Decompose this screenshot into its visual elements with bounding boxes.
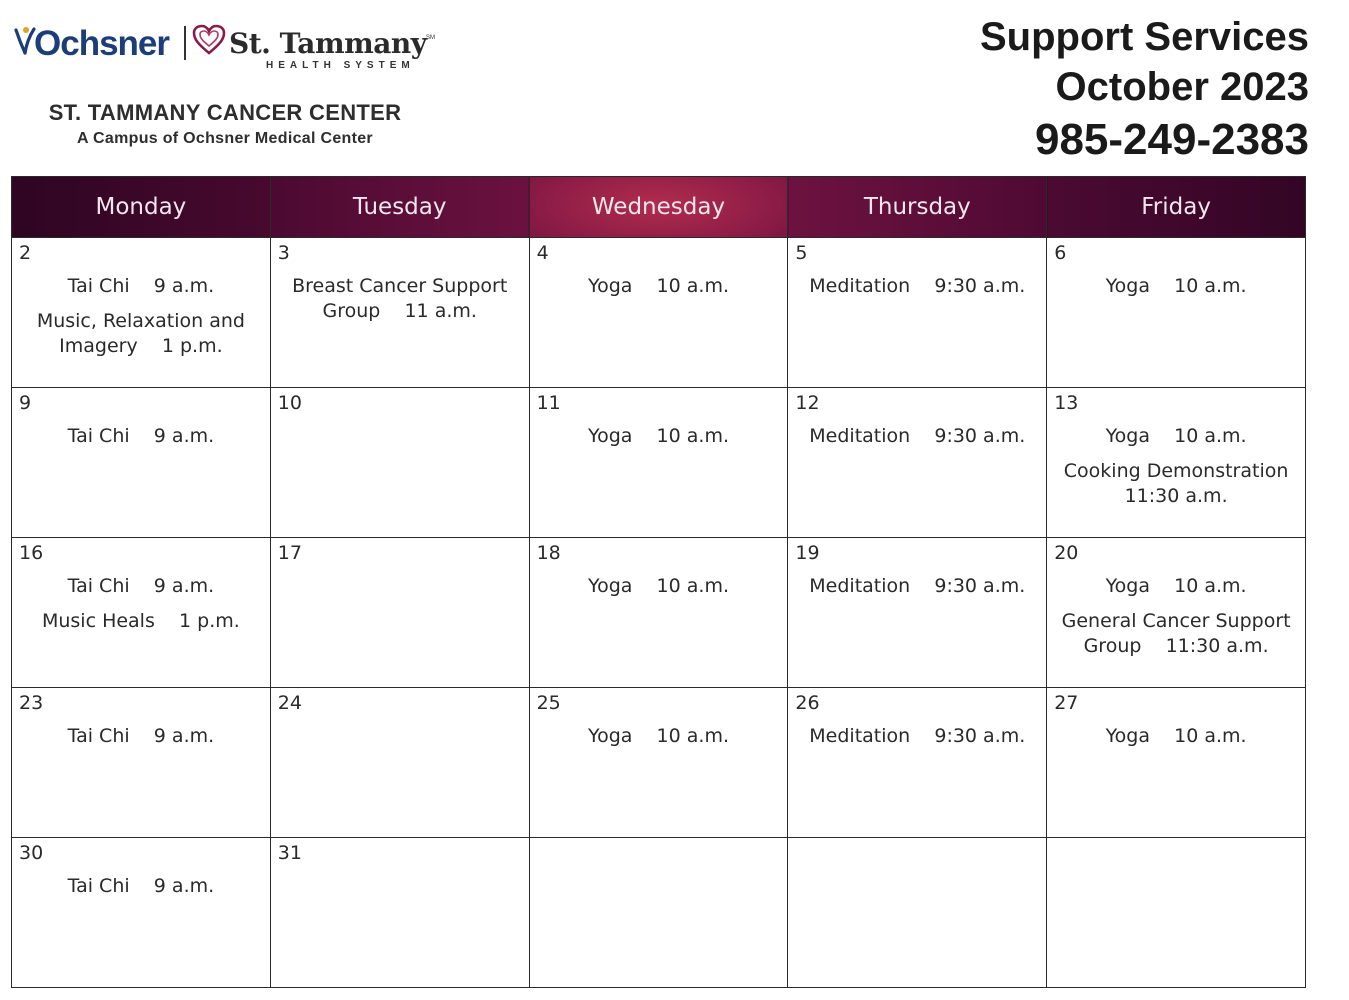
calendar-grid [11, 176, 1306, 988]
calendar-day-cell [788, 538, 1047, 688]
event-list [277, 274, 523, 334]
calendar-day-cell [788, 388, 1047, 538]
event-list [536, 574, 782, 609]
day-number: 9 [19, 392, 32, 414]
calendar-day-cell [270, 688, 529, 838]
calendar-day-cell [1047, 388, 1306, 538]
calendar-day-cell [1047, 538, 1306, 688]
day-number: 25 [536, 692, 561, 714]
event-item: Tai Chi 9 a.m. [67, 875, 215, 897]
event-item: Yoga 10 a.m. [587, 425, 729, 447]
event-item: Cooking Demonstration 11:30 a.m. [1063, 460, 1295, 507]
calendar-body [12, 238, 1306, 988]
event-list [536, 724, 782, 759]
event-list [536, 274, 782, 309]
day-number: 4 [536, 242, 549, 264]
calendar-day-cell [1047, 688, 1306, 838]
calendar-day-cell [788, 688, 1047, 838]
center-name: ST. TAMMANY CANCER CENTER [48, 100, 402, 125]
event-item: Music Heals 1 p.m. [41, 610, 240, 632]
calendar-week-row [12, 538, 1306, 688]
phone-number: 985-249-2383 [1034, 115, 1309, 164]
day-number: 10 [277, 392, 302, 414]
event-item: Meditation 9:30 a.m. [809, 275, 1026, 297]
weekday-header-wednesday: Wednesday [529, 177, 788, 238]
calendar-day-cell [270, 838, 529, 988]
calendar-day-cell [529, 838, 788, 988]
calendar-day-cell [529, 688, 788, 838]
day-number: 16 [19, 542, 44, 564]
event-item: Yoga 10 a.m. [587, 275, 729, 297]
event-list [18, 274, 264, 369]
heart-logo-icon [192, 24, 226, 56]
event-item: Yoga 10 a.m. [1105, 725, 1247, 747]
page-title: Support Services [979, 15, 1309, 59]
calendar-day-cell [12, 538, 271, 688]
event-list [794, 424, 1040, 459]
calendar-day-cell [1047, 238, 1306, 388]
event-item: Tai Chi 9 a.m. [67, 575, 215, 597]
event-item: Tai Chi 9 a.m. [67, 425, 215, 447]
event-list [794, 574, 1040, 609]
calendar-week-row [12, 388, 1306, 538]
calendar-day-cell [529, 238, 788, 388]
event-item: Meditation 9:30 a.m. [809, 425, 1026, 447]
weekday-header-row [12, 177, 1306, 238]
day-number: 13 [1054, 392, 1079, 414]
service-mark: SM [426, 35, 435, 41]
day-number: 12 [795, 392, 820, 414]
event-item: Yoga 10 a.m. [1105, 425, 1247, 447]
event-item: Music, Relaxation and Imagery 1 p.m. [36, 310, 252, 357]
event-list [18, 574, 264, 644]
st-tammany-logo-text: St. Tammany [229, 27, 427, 60]
day-number: 11 [536, 392, 561, 414]
calendar-week-row [12, 838, 1306, 988]
event-list [1053, 274, 1299, 309]
event-item: Meditation 9:30 a.m. [809, 725, 1026, 747]
day-number: 2 [19, 242, 32, 264]
event-item: Tai Chi 9 a.m. [67, 725, 215, 747]
title-block [889, 12, 1309, 168]
event-list [536, 424, 782, 459]
event-item: Yoga 10 a.m. [1105, 275, 1247, 297]
health-system-text: HEALTH SYSTEM [266, 60, 415, 71]
day-number: 5 [795, 242, 808, 264]
day-number: 6 [1054, 242, 1067, 264]
event-item: General Cancer Support Group 11:30 a.m. [1061, 610, 1297, 657]
logo-divider [184, 26, 186, 60]
calendar-day-cell [12, 688, 271, 838]
event-list [794, 724, 1040, 759]
day-number: 27 [1054, 692, 1079, 714]
calendar-day-cell [1047, 838, 1306, 988]
calendar-day-cell [12, 238, 271, 388]
weekday-header-tuesday: Tuesday [270, 177, 529, 238]
event-list [1053, 424, 1299, 519]
day-number: 19 [795, 542, 820, 564]
weekday-header-monday: Monday [12, 177, 271, 238]
day-number: 20 [1054, 542, 1079, 564]
day-number: 26 [795, 692, 820, 714]
logo-row [14, 22, 454, 72]
day-number: 30 [19, 842, 44, 864]
calendar-day-cell [12, 388, 271, 538]
event-list [18, 874, 264, 909]
weekday-header-friday: Friday [1047, 177, 1306, 238]
center-subtitle: A Campus of Ochsner Medical Center [77, 130, 373, 147]
event-list [18, 424, 264, 459]
event-list [1053, 724, 1299, 759]
calendar-day-cell [12, 838, 271, 988]
calendar-day-cell [270, 388, 529, 538]
weekday-header-thursday: Thursday [788, 177, 1047, 238]
event-item: Yoga 10 a.m. [1105, 575, 1247, 597]
event-list [794, 274, 1040, 309]
event-list [1053, 574, 1299, 669]
calendar-day-cell [788, 238, 1047, 388]
event-item: Yoga 10 a.m. [587, 575, 729, 597]
calendar-day-cell [270, 538, 529, 688]
event-list [18, 724, 264, 759]
event-item: Meditation 9:30 a.m. [809, 575, 1026, 597]
day-number: 3 [277, 242, 290, 264]
calendar-week-row [12, 688, 1306, 838]
day-number: 24 [277, 692, 302, 714]
event-item: Yoga 10 a.m. [587, 725, 729, 747]
day-number: 31 [277, 842, 302, 864]
calendar-day-cell [788, 838, 1047, 988]
month-title: October 2023 [1055, 65, 1309, 109]
event-item: Breast Cancer Support Group 11 a.m. [292, 275, 514, 322]
calendar-day-cell [270, 238, 529, 388]
day-number: 18 [536, 542, 561, 564]
calendar-day-cell [529, 538, 788, 688]
calendar-day-cell [529, 388, 788, 538]
ochsner-logo-text: Ochsner [34, 24, 169, 63]
day-number: 23 [19, 692, 44, 714]
calendar-week-row [12, 238, 1306, 388]
event-item: Tai Chi 9 a.m. [67, 275, 215, 297]
day-number: 17 [277, 542, 302, 564]
